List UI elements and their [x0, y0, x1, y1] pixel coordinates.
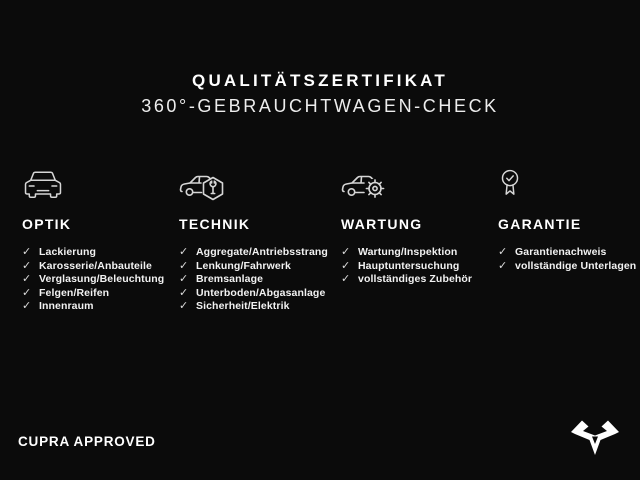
- checklist: [22, 246, 179, 314]
- category-heading: GARANTIE: [498, 216, 582, 232]
- category-columns: [22, 168, 640, 314]
- check-icon: ✓: [22, 286, 32, 299]
- checklist-item-label: Hauptuntersuchung: [358, 259, 460, 272]
- checklist-item: [22, 287, 179, 301]
- checklist-item-label: vollständiges Zubehör: [358, 273, 473, 285]
- checklist-item-label: vollständige Unterlagen: [515, 259, 637, 272]
- page-title: QUALITÄTSZERTIFIKAT: [192, 71, 448, 90]
- check-icon: ✓: [179, 286, 189, 299]
- check-icon: ✓: [22, 246, 32, 258]
- check-icon: ✓: [498, 246, 508, 258]
- checklist: [498, 246, 640, 273]
- checklist-item-label: Lackierung: [39, 246, 97, 258]
- checklist-item-label: Verglasung/Beleuchtung: [39, 273, 165, 285]
- checklist-item: [341, 246, 498, 260]
- checklist-item: [22, 246, 179, 260]
- car-wrench-icon: [179, 168, 341, 206]
- checklist-item: [341, 273, 498, 287]
- checklist-item: [22, 260, 179, 274]
- check-icon: ✓: [22, 259, 32, 272]
- checklist-item-label: Karosserie/Anbauteile: [39, 259, 152, 272]
- header: [0, 71, 640, 117]
- checklist-item-label: Bremsanlage: [196, 273, 264, 285]
- checklist-item-label: Unterboden/Abgasanlage: [196, 286, 326, 299]
- check-icon: ✓: [498, 259, 508, 272]
- category-heading: WARTUNG: [341, 216, 423, 232]
- checklist-item-label: Wartung/Inspektion: [358, 246, 458, 258]
- medal-check-icon: [498, 168, 640, 206]
- checklist-item-label: Felgen/Reifen: [39, 286, 110, 299]
- checklist-item-label: Lenkung/Fahrwerk: [196, 259, 291, 272]
- check-icon: ✓: [22, 300, 32, 312]
- checklist-item: [179, 273, 341, 287]
- car-gear-icon: [341, 168, 498, 206]
- check-icon: ✓: [341, 246, 351, 258]
- check-icon: ✓: [22, 273, 32, 285]
- checklist-item: [179, 287, 341, 301]
- page-subtitle: 360°-GEBRAUCHTWAGEN-CHECK: [141, 96, 499, 116]
- checklist-item: [498, 246, 640, 260]
- check-icon: ✓: [179, 273, 189, 285]
- checklist-item: [179, 246, 341, 260]
- category-heading: OPTIK: [22, 216, 72, 232]
- car-front-icon: [22, 168, 179, 206]
- column-wartung: [341, 168, 498, 314]
- checklist: [341, 246, 498, 287]
- check-icon: ✓: [179, 259, 189, 272]
- checklist-item-label: Garantienachweis: [515, 246, 607, 258]
- checklist-item-label: Sicherheit/Elektrik: [196, 300, 290, 312]
- checklist-item: [341, 260, 498, 274]
- checklist-item: [22, 273, 179, 287]
- brand-label: CUPRA APPROVED: [18, 434, 156, 449]
- cupra-logo-icon: [570, 419, 620, 463]
- check-icon: ✓: [341, 273, 351, 285]
- check-icon: ✓: [341, 259, 351, 272]
- column-technik: [179, 168, 341, 314]
- column-optik: [22, 168, 179, 314]
- checklist-item: [179, 260, 341, 274]
- category-heading: TECHNIK: [179, 216, 251, 232]
- checklist-item: [22, 300, 179, 314]
- check-icon: ✓: [179, 246, 189, 258]
- checklist-item-label: Innenraum: [39, 300, 94, 312]
- checklist-item: [179, 300, 341, 314]
- check-icon: ✓: [179, 300, 189, 312]
- checklist-item: [498, 260, 640, 274]
- column-garantie: [498, 168, 640, 314]
- checklist-item-label: Aggregate/Antriebsstrang: [196, 246, 328, 258]
- checklist: [179, 246, 341, 314]
